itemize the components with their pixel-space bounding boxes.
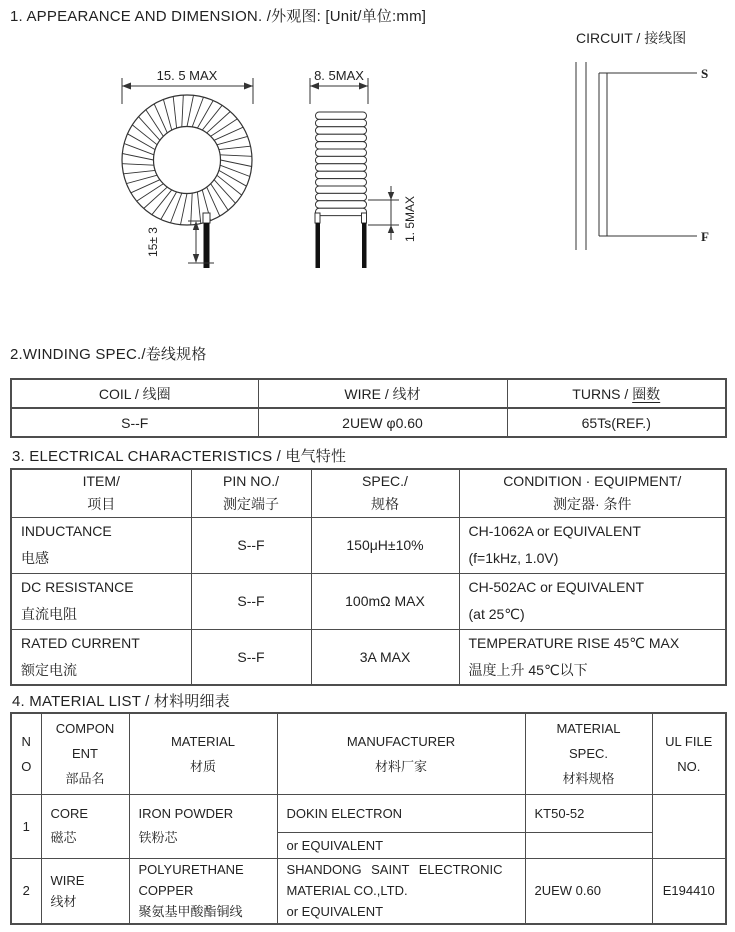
component-cell xyxy=(41,794,129,858)
item-cell xyxy=(11,517,191,573)
header-ul-l1: UL FILE xyxy=(665,733,713,749)
manufacturer-l1: SHANDONG SAINT ELECTRONIC xyxy=(286,862,503,878)
component-en: WIRE xyxy=(50,872,85,888)
table-row-core xyxy=(11,794,726,832)
winding-header-turns xyxy=(507,379,726,408)
manufacturer-alt-cell: or EQUIVALENT xyxy=(277,832,525,858)
circuit-finish-label: F xyxy=(701,229,709,244)
material-l1: POLYURETHANE xyxy=(138,862,244,878)
material-l3: 聚氨基甲酸酯铜线 xyxy=(138,904,243,920)
front-width-dim-label: 15. 5 MAX xyxy=(156,68,218,83)
material-header-manufacturer xyxy=(277,713,525,794)
pin-cell: S--F xyxy=(191,629,311,685)
condition-line1: CH-502AC or EQUIVALENT xyxy=(468,579,645,595)
material-spec-cell: 2UEW 0.60 xyxy=(525,858,652,924)
side-width-dim-label: 8. 5MAX xyxy=(314,68,364,83)
dim-side-width xyxy=(310,68,368,104)
side-winding-loops xyxy=(316,112,367,216)
section1-title: 1. APPEARANCE AND DIMENSION. /外观图: [Unit/单位:mm] xyxy=(10,8,427,25)
header-component-l3: 部品名 xyxy=(65,771,105,787)
manufacturer-l2: MATERIAL CO.,LTD. xyxy=(286,883,408,899)
electrical-header-pin xyxy=(191,469,311,517)
material-spec-main-cell: KT50-52 xyxy=(525,794,652,832)
side-pitch-dim-label: 1. 5MAX xyxy=(403,195,417,243)
material-cell xyxy=(129,794,277,858)
condition-line2: (at 25℃) xyxy=(468,606,525,622)
header-cond-en: CONDITION · EQUIPMENT/ xyxy=(503,473,682,490)
table-row-rated-current xyxy=(11,629,726,685)
ul-file-cell: E194410 xyxy=(652,858,726,924)
header-material-l2: 材质 xyxy=(189,758,216,774)
material-l1: IRON POWDER xyxy=(138,806,234,821)
material-header-ul xyxy=(652,713,726,794)
winding-header-turns-cn: 圈数 xyxy=(632,385,661,402)
material-cell xyxy=(129,858,277,924)
toroid-inner-circle xyxy=(154,127,221,194)
condition-cell xyxy=(459,573,726,629)
side-lead-right-tip xyxy=(362,213,367,223)
spec-cell: 150μH±10% xyxy=(311,517,459,573)
header-item-cn: 项目 xyxy=(87,496,116,513)
spec-cell: 100mΩ MAX xyxy=(311,573,459,629)
winding-wire-value: 2UEW φ0.60 xyxy=(258,408,507,437)
dimension-drawing xyxy=(0,0,735,300)
section3-heading: 3. ELECTRICAL CHARACTERISTICS / 电气特性 xyxy=(12,448,347,465)
header-spec-l2: SPEC. xyxy=(568,746,608,762)
winding-header-turns-prefix: TURNS / xyxy=(572,385,633,402)
manufacturer-l3: or EQUIVALENT xyxy=(286,904,384,920)
winding-header-wire: WIRE / 线材 xyxy=(258,379,507,408)
winding-spec-table xyxy=(10,378,727,438)
header-spec-cn: 规格 xyxy=(371,496,399,513)
header-spec-en: SPEC./ xyxy=(362,473,408,490)
electrical-header-condition xyxy=(459,469,726,517)
condition-line2: 温度上升 45℃以下 xyxy=(468,661,588,678)
winding-header-coil: COIL / 线圈 xyxy=(11,379,258,408)
front-lead-dim-label: 15± 3 xyxy=(146,227,160,257)
dim-side-lead-pitch xyxy=(368,186,417,242)
material-list-table xyxy=(10,712,727,925)
no-cell: 1 xyxy=(11,794,41,858)
side-lead-left xyxy=(316,223,321,268)
toroid-side-view xyxy=(315,112,367,268)
item-en: DC RESISTANCE xyxy=(21,579,134,595)
header-no-l2: O xyxy=(21,758,32,774)
electrical-header-row xyxy=(11,469,726,517)
condition-line2: (f=1kHz, 1.0V) xyxy=(468,550,559,566)
header-component-l2: ENT xyxy=(72,746,98,762)
header-item-en: ITEM/ xyxy=(82,473,120,490)
header-ul-l2: NO. xyxy=(677,758,701,774)
front-lead-tip xyxy=(203,213,210,223)
no-cell: 2 xyxy=(11,858,41,924)
material-header-component xyxy=(41,713,129,794)
circuit-title: CIRCUIT / 接线图 xyxy=(576,30,687,46)
winding-data-row xyxy=(11,408,726,437)
item-en: INDUCTANCE xyxy=(21,523,112,539)
header-manufacturer-l1: MANUFACTURER xyxy=(346,733,456,749)
material-header-material xyxy=(129,713,277,794)
item-cn: 额定电流 xyxy=(21,661,77,678)
manufacturer-main-cell: DOKIN ELECTRON xyxy=(277,794,525,832)
winding-turns-value: 65Ts(REF.) xyxy=(507,408,726,437)
winding-header-row xyxy=(11,379,726,408)
header-component-l1: COMPON xyxy=(55,721,115,737)
side-lead-right xyxy=(362,223,367,268)
ul-file-cell xyxy=(652,794,726,858)
header-no-l1: N xyxy=(21,733,31,749)
electrical-header-item xyxy=(11,469,191,517)
header-pin-en: PIN NO./ xyxy=(222,473,279,490)
condition-line1: TEMPERATURE RISE 45℃ MAX xyxy=(468,634,680,651)
material-l2: COPPER xyxy=(138,883,194,899)
condition-line1: CH-1062A or EQUIVALENT xyxy=(468,523,641,539)
header-spec-l3: 材料规格 xyxy=(562,771,615,787)
section2-heading: 2.WINDING SPEC./卷线规格 xyxy=(10,346,207,363)
pin-cell: S--F xyxy=(191,517,311,573)
header-pin-cn: 测定端子 xyxy=(223,496,279,513)
material-header-no xyxy=(11,713,41,794)
condition-cell xyxy=(459,517,726,573)
header-material-l1: MATERIAL xyxy=(170,733,236,749)
table-row-dc-resistance xyxy=(11,573,726,629)
side-lead-left-tip xyxy=(315,213,320,223)
material-header-spec xyxy=(525,713,652,794)
table-row-inductance xyxy=(11,517,726,573)
item-en: RATED CURRENT xyxy=(21,634,140,651)
circuit-start-label: S xyxy=(701,66,709,81)
component-en: CORE xyxy=(50,806,89,821)
material-l2: 铁粉芯 xyxy=(138,830,178,845)
item-cell xyxy=(11,573,191,629)
table-row-wire xyxy=(11,858,726,924)
item-cell xyxy=(11,629,191,685)
material-spec-alt-cell xyxy=(525,832,652,858)
condition-cell xyxy=(459,629,726,685)
manufacturer-cell xyxy=(277,858,525,924)
electrical-characteristics-table xyxy=(10,468,727,686)
toroid-front-view xyxy=(122,95,252,268)
section4-heading: 4. MATERIAL LIST / 材料明细表 xyxy=(12,693,230,710)
material-header-row xyxy=(11,713,726,794)
header-cond-cn: 测定器· 条件 xyxy=(552,496,632,513)
spec-cell: 3A MAX xyxy=(311,629,459,685)
component-cn: 磁芯 xyxy=(50,830,77,845)
component-cn: 线材 xyxy=(50,893,77,909)
circuit-diagram xyxy=(576,62,709,250)
item-cn: 电感 xyxy=(21,550,49,566)
item-cn: 直流电阻 xyxy=(21,606,77,622)
winding-coil-value: S--F xyxy=(11,408,258,437)
front-lead xyxy=(204,223,210,268)
component-cell xyxy=(41,858,129,924)
electrical-header-spec xyxy=(311,469,459,517)
header-spec-l1: MATERIAL xyxy=(556,721,621,737)
header-manufacturer-l2: 材料厂家 xyxy=(374,758,427,774)
pin-cell: S--F xyxy=(191,573,311,629)
